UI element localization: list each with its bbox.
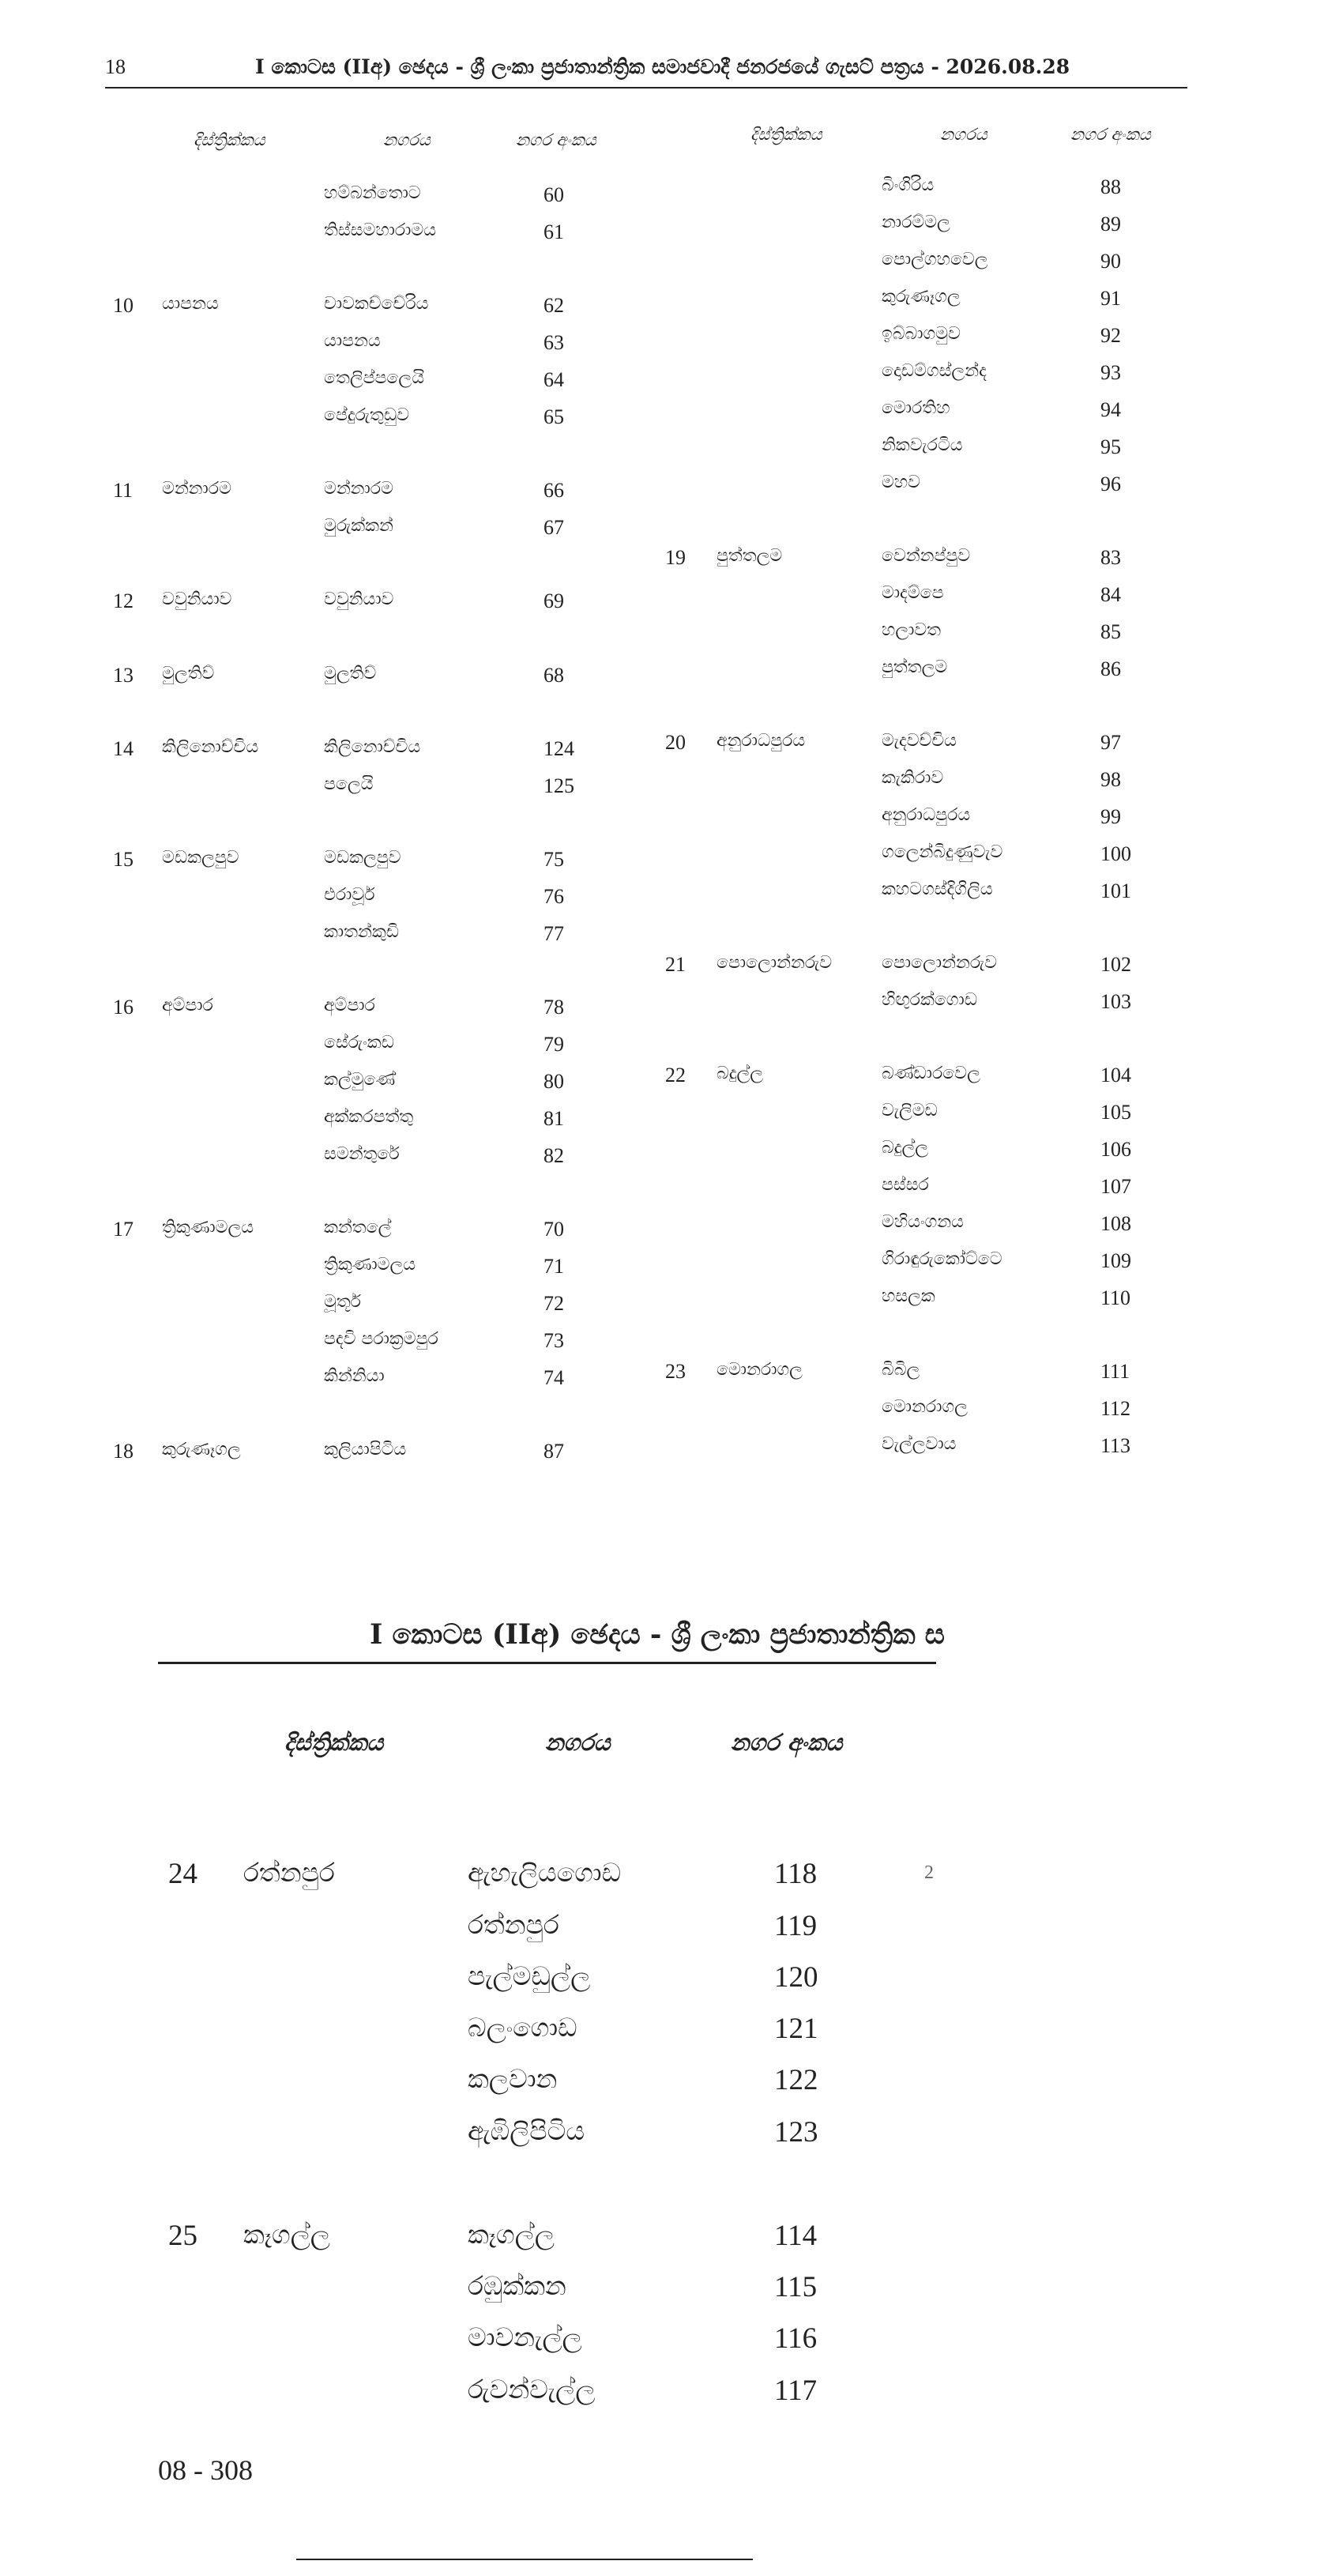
row-code: 98 <box>1100 768 1121 791</box>
row-town: ඉබ්බාගමුව <box>882 324 961 344</box>
row-town: නිකවැරටිය <box>882 435 963 455</box>
row-code: 82 <box>543 1144 564 1167</box>
row-town: මහියංගනය <box>882 1212 964 1232</box>
row-town: බලංගොඩ <box>468 2012 577 2043</box>
row-no: 17 <box>113 1218 134 1241</box>
row-town: බිබිල <box>882 1360 920 1380</box>
row-code: 71 <box>543 1255 564 1278</box>
row-code: 102 <box>1100 953 1131 976</box>
row-no: 20 <box>665 731 686 754</box>
row-town: රඹුක්කන <box>468 2270 566 2301</box>
row-code: 119 <box>774 1910 818 1942</box>
row-code: 111 <box>1100 1360 1130 1383</box>
row-district: මුලතිව් <box>162 664 215 684</box>
row-code: 87 <box>543 1440 564 1463</box>
row-code: 94 <box>1100 398 1121 421</box>
row-code: 122 <box>774 2064 818 2096</box>
row-town: රත්නපුර <box>468 1909 559 1940</box>
row-district: බදුල්ල <box>717 1064 764 1083</box>
row-town: චාවකච්චේරිය <box>324 294 429 314</box>
row-code: 63 <box>543 331 564 354</box>
row-code: 116 <box>774 2322 818 2355</box>
row-no: 19 <box>665 546 686 569</box>
row-district: කිලිනොච්චිය <box>162 737 259 757</box>
row-district: අනුරාධපුරය <box>717 731 806 751</box>
row-town: අක්කරපත්තු <box>324 1107 414 1127</box>
row-code: 101 <box>1100 879 1131 902</box>
row-town: සේරුංකඩ <box>324 1033 394 1053</box>
row-town: පැල්මඩුල්ල <box>468 1960 591 1991</box>
row-district: පොලොන්නරුව <box>717 953 833 973</box>
row-town: පේදුරුතුඩුව <box>324 405 410 425</box>
row-code: 88 <box>1100 175 1121 198</box>
row-town: පදවි පරාක්‍රමපුර <box>324 1329 438 1349</box>
row-code: 112 <box>1100 1397 1131 1420</box>
row-code: 106 <box>1100 1138 1131 1161</box>
row-town: මුලතිව් <box>324 664 377 684</box>
row-town: ගලෙන්බිදුණුවැව <box>882 842 1003 862</box>
row-town: කල්මුණේ <box>324 1070 396 1090</box>
row-no: 15 <box>113 848 134 871</box>
stray-mark: 2 <box>924 1862 934 1883</box>
row-district: මන්නාරම <box>162 479 231 499</box>
row-code: 120 <box>774 1961 818 1994</box>
row-code: 86 <box>1100 657 1121 680</box>
row-code: 97 <box>1100 731 1121 754</box>
right-district-heading: දිස්ත්‍රික්කය <box>750 125 822 144</box>
row-code: 69 <box>543 589 564 612</box>
row-town: හම්බන්තොට <box>324 183 421 203</box>
row-town: සමන්තුරේ <box>324 1144 400 1164</box>
row-code: 118 <box>774 1858 818 1890</box>
row-town: තිස්සමහාරාමය <box>324 220 437 240</box>
left-town-heading: නගරය <box>383 130 431 149</box>
row-town: මහව <box>882 473 920 492</box>
row-code: 68 <box>543 664 564 687</box>
row-no: 18 <box>113 1440 134 1463</box>
row-town: පලෙයි <box>324 774 374 794</box>
row-code: 79 <box>543 1033 564 1056</box>
row-town: කැකිරාව <box>882 768 944 788</box>
row-code: 77 <box>543 922 564 945</box>
row-town: බදුල්ල <box>882 1138 929 1158</box>
right-code-heading: නගර අංකය <box>1070 125 1151 144</box>
row-town: මොරතිහ <box>882 398 950 418</box>
row-town: පස්සර <box>882 1175 929 1195</box>
row-code: 61 <box>543 220 564 243</box>
row-code: 73 <box>543 1329 564 1352</box>
row-town: කාතන්කුඩි <box>324 922 399 942</box>
row-district: රත්නපුර <box>243 1857 335 1888</box>
row-town: මාවනැල්ල <box>468 2322 582 2352</box>
second-town-heading: නගරය <box>545 1729 611 1756</box>
row-no: 13 <box>113 664 134 687</box>
row-town: කුලියාපිටිය <box>324 1440 407 1459</box>
row-town: වැලිමඩ <box>882 1101 938 1120</box>
row-no: 16 <box>113 996 134 1019</box>
row-town: බණ්ඩාරවෙල <box>882 1064 980 1083</box>
row-town: එරාවූර් <box>324 885 375 905</box>
row-code: 90 <box>1100 250 1121 273</box>
row-town: කලවාන <box>468 2063 558 2094</box>
row-code: 125 <box>543 774 574 797</box>
row-code: 95 <box>1100 435 1121 458</box>
row-code: 108 <box>1100 1212 1131 1235</box>
row-code: 123 <box>774 2116 818 2149</box>
row-town: කුරුණෑගල <box>882 287 961 307</box>
row-town: මොනරාගල <box>882 1397 968 1417</box>
row-code: 62 <box>543 294 564 317</box>
row-district: පුත්තලම <box>717 546 783 566</box>
row-code: 65 <box>543 405 564 428</box>
page-title: I කොටස (IIඅ) ඡෙදය - ශ්‍රී ලංකා ප්‍රජාතාන්ත්‍රික සමාජවාදී ජනරජයේ ගැසට් පත්‍රය - 2026.08.28 <box>255 55 1070 78</box>
row-no: 12 <box>113 589 134 612</box>
row-no: 14 <box>113 737 134 760</box>
row-town: ත්‍රිකුණාමලය <box>324 1255 416 1275</box>
row-town: කිලිනොච්චිය <box>324 737 421 757</box>
row-code: 66 <box>543 479 564 502</box>
row-town: අනුරාධපුරය <box>882 805 971 825</box>
row-code: 81 <box>543 1107 564 1130</box>
row-code: 85 <box>1100 620 1121 643</box>
left-code-heading: නගර අංකය <box>516 130 596 149</box>
row-no: 11 <box>113 479 134 502</box>
row-town: හිඟුරක්ගොඩ <box>882 990 978 1010</box>
row-town: කින්නියා <box>324 1366 385 1386</box>
row-code: 91 <box>1100 287 1121 310</box>
second-page-title: I කොටස (IIඅ) ඡෙදය - ශ්‍රී ලංකා ප්‍රජාතාන්ත්‍රික ස <box>370 1618 945 1651</box>
row-town: වෙන්නප්පුව <box>882 546 971 566</box>
row-district: මඩකලපුව <box>162 848 239 868</box>
row-code: 110 <box>1100 1286 1131 1309</box>
footer-rule <box>296 2559 753 2560</box>
row-town: තෙලිප්පලෙයි <box>324 368 425 388</box>
row-town: හසලක <box>882 1286 935 1306</box>
row-district: යාපනය <box>162 294 219 314</box>
row-town: මුරුක්කන් <box>324 516 393 536</box>
row-code: 113 <box>1100 1434 1131 1457</box>
row-town: පොලොන්නරුව <box>882 953 998 973</box>
row-code: 78 <box>543 996 564 1019</box>
footer-code: 08 - 308 <box>158 2454 253 2486</box>
row-town: පොල්ගහවෙල <box>882 250 988 269</box>
row-town: ඇහැලියගොඩ <box>468 1857 622 1888</box>
left-district-heading: දිස්ත්‍රික්කය <box>194 130 265 149</box>
row-no: 10 <box>113 294 134 317</box>
row-code: 93 <box>1100 361 1121 384</box>
second-code-heading: නගර අංකය <box>731 1729 843 1756</box>
row-town: කෑගල්ල <box>468 2219 555 2250</box>
row-code: 64 <box>543 368 564 391</box>
row-district: අම්පාර <box>162 996 213 1015</box>
row-code: 84 <box>1100 583 1121 606</box>
row-town: මූතූර් <box>324 1292 361 1312</box>
row-town: යාපනය <box>324 331 381 351</box>
row-code: 80 <box>543 1070 564 1093</box>
row-town: මන්නාරම <box>324 479 393 499</box>
row-town: කන්තලේ <box>324 1218 392 1237</box>
row-code: 67 <box>543 516 564 539</box>
row-town: වවුනියාව <box>324 589 394 609</box>
row-no: 22 <box>665 1064 686 1087</box>
row-town: බිංගිරිය <box>882 175 935 195</box>
row-code: 70 <box>543 1218 564 1241</box>
row-district: ත්‍රිකුණාමලය <box>162 1218 254 1237</box>
row-town: නාරම්මල <box>882 213 950 232</box>
row-district: වවුනියාව <box>162 589 232 609</box>
row-code: 104 <box>1100 1064 1131 1087</box>
row-code: 103 <box>1100 990 1131 1013</box>
row-code: 114 <box>774 2220 818 2252</box>
row-code: 115 <box>774 2271 818 2303</box>
row-district: කෑගල්ල <box>243 2219 330 2250</box>
row-town: මඩකලපුව <box>324 848 401 868</box>
row-code: 76 <box>543 885 564 908</box>
row-code: 74 <box>543 1366 564 1389</box>
row-code: 92 <box>1100 324 1121 347</box>
page-number: 18 <box>105 55 126 78</box>
second-page-rule <box>158 1662 936 1664</box>
row-code: 83 <box>1100 546 1121 569</box>
row-district: කුරුණෑගල <box>162 1440 241 1459</box>
row-code: 75 <box>543 848 564 871</box>
row-town: අම්පාර <box>324 996 375 1015</box>
row-town: ඇඹිලිපිටිය <box>468 2115 585 2146</box>
row-code: 109 <box>1100 1249 1131 1272</box>
row-code: 121 <box>774 2013 818 2045</box>
row-town: දොඩම්ගස්ලන්ද <box>882 361 987 381</box>
row-town: රුවන්වැල්ල <box>468 2374 596 2405</box>
row-no: 21 <box>665 953 686 976</box>
row-town: හලාවත <box>882 620 942 640</box>
second-district-heading: දිස්ත්‍රික්කය <box>284 1729 384 1756</box>
row-no: 24 <box>168 1858 197 1890</box>
row-town: මැදවච්චිය <box>882 731 957 751</box>
row-code: 96 <box>1100 473 1121 495</box>
row-town: වැල්ලවාය <box>882 1434 957 1454</box>
row-no: 25 <box>168 2220 197 2252</box>
row-code: 99 <box>1100 805 1121 828</box>
row-code: 124 <box>543 737 574 760</box>
header-rule <box>105 87 1187 89</box>
row-town: මාදම්පෙ <box>882 583 944 603</box>
row-no: 23 <box>665 1360 686 1383</box>
row-code: 117 <box>774 2375 818 2407</box>
row-town: ගිරාඳුරුකෝට්ටෙ <box>882 1249 1002 1269</box>
row-code: 60 <box>543 183 564 206</box>
row-town: පුත්තලම <box>882 657 948 677</box>
row-town: කහටගස්දිගිලිය <box>882 879 993 899</box>
row-code: 100 <box>1100 842 1131 865</box>
row-code: 72 <box>543 1292 564 1315</box>
row-code: 105 <box>1100 1101 1131 1124</box>
row-district: මොනරාගල <box>717 1360 803 1380</box>
right-town-heading: නගරය <box>940 125 987 144</box>
row-code: 89 <box>1100 213 1121 235</box>
row-code: 107 <box>1100 1175 1131 1198</box>
